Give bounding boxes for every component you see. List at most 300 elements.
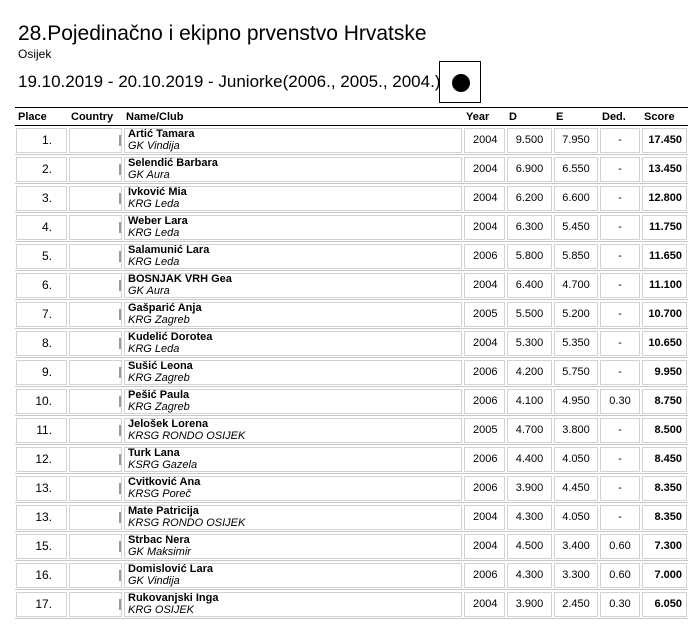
name-club-cell: [124, 273, 462, 298]
year-value: 2005: [473, 308, 498, 320]
name-club-cell: [124, 331, 462, 356]
name-club-cell: [124, 505, 462, 530]
d-score-cell: [507, 505, 552, 530]
total-score-value: 11.650: [648, 250, 682, 262]
e-score-cell: [554, 447, 598, 472]
year-value: 2006: [473, 453, 498, 465]
d-score-value: 3.900: [515, 598, 544, 610]
total-score-value: 8.450: [654, 453, 682, 465]
place-cell: [16, 186, 67, 211]
table-row: [15, 242, 688, 271]
place-cell: [16, 128, 67, 153]
place-value: 6.: [41, 278, 52, 292]
deduction-cell: [600, 128, 640, 153]
e-score-cell: [554, 186, 598, 211]
deduction-cell: [600, 592, 640, 617]
table-row: [15, 387, 688, 416]
total-score-cell: [642, 128, 687, 153]
club-name: KRG Leda: [128, 256, 180, 268]
col-header-e: E: [553, 108, 599, 126]
deduction-cell: [600, 563, 640, 588]
athlete-name: Artić Tamara: [128, 128, 195, 140]
place-value: 4.: [41, 220, 52, 234]
club-name: KRG Zagreb: [128, 401, 190, 413]
total-score-cell: [642, 331, 687, 356]
e-score-value: 5.850: [562, 250, 590, 262]
athlete-name: Weber Lara: [128, 215, 188, 227]
apparatus-box: [439, 61, 481, 103]
place-value: 8.: [41, 336, 52, 350]
athlete-name: Štrbac Nera: [128, 534, 190, 546]
croatia-flag-icon: [119, 280, 121, 291]
year-value: 2006: [473, 366, 498, 378]
e-score-value: 3.400: [562, 540, 590, 552]
e-score-cell: [554, 215, 598, 240]
club-name: KRG Leda: [128, 227, 180, 239]
place-cell: [16, 302, 67, 327]
place-cell: [16, 592, 67, 617]
deduction-value: -: [618, 424, 622, 436]
deduction-cell: [600, 186, 640, 211]
place-value: 15.: [35, 539, 52, 553]
country-cell: [69, 244, 122, 269]
e-score-value: 7.950: [562, 134, 590, 146]
d-score-cell: [507, 563, 552, 588]
croatia-flag-icon: [119, 599, 121, 610]
deduction-cell: [600, 418, 640, 443]
club-name: KSRG Gazela: [128, 459, 198, 471]
e-score-cell: [554, 592, 598, 617]
place-cell: [16, 244, 67, 269]
d-score-cell: [507, 592, 552, 617]
d-score-cell: [507, 447, 552, 472]
table-row: [15, 155, 688, 184]
e-score-value: 5.200: [562, 308, 590, 320]
table-row: [15, 590, 688, 619]
d-score-value: 6.900: [515, 163, 544, 175]
total-score-value: 17.450: [648, 134, 682, 146]
deduction-value: -: [618, 192, 622, 204]
total-score-cell: [642, 273, 687, 298]
place-cell: [16, 389, 67, 414]
place-cell: [16, 447, 67, 472]
place-cell: [16, 563, 67, 588]
place-value: 17.: [35, 597, 52, 611]
d-score-value: 4.300: [515, 511, 544, 523]
croatia-flag-icon: [119, 251, 121, 262]
year-value: 2004: [473, 279, 498, 291]
name-club-cell: [124, 418, 462, 443]
athlete-name: Gašparić Anja: [128, 302, 202, 314]
venue-label: Osijek: [18, 47, 52, 61]
year-value: 2004: [473, 598, 498, 610]
name-club-cell: [124, 128, 462, 153]
year-cell: [464, 389, 505, 414]
place-value: 12.: [35, 452, 52, 466]
place-value: 7.: [41, 307, 52, 321]
croatia-flag-icon: [119, 570, 121, 581]
name-club-cell: [124, 302, 462, 327]
name-club-cell: [124, 476, 462, 501]
country-cell: [69, 505, 122, 530]
athlete-name: Rukovanjski Inga: [128, 592, 219, 604]
name-club-cell: [124, 157, 462, 182]
e-score-value: 5.750: [562, 366, 590, 378]
athlete-name: Kudelić Dorotea: [128, 331, 213, 343]
d-score-cell: [507, 302, 552, 327]
country-cell: [69, 186, 122, 211]
name-club-cell: [124, 215, 462, 240]
name-club-cell: [124, 592, 462, 617]
year-cell: [464, 273, 505, 298]
e-score-cell: [554, 157, 598, 182]
d-score-cell: [507, 128, 552, 153]
table-row: [15, 474, 688, 503]
club-name: KRG Zagreb: [128, 314, 190, 326]
deduction-value: 0.30: [609, 395, 631, 407]
year-cell: [464, 447, 505, 472]
year-cell: [464, 186, 505, 211]
name-club-cell: [124, 360, 462, 385]
name-club-cell: [124, 186, 462, 211]
place-value: 13.: [35, 510, 52, 524]
country-cell: [69, 302, 122, 327]
place-value: 16.: [35, 568, 52, 582]
table-row: [15, 184, 688, 213]
country-cell: [69, 447, 122, 472]
name-club-cell: [124, 447, 462, 472]
total-score-cell: [642, 563, 687, 588]
e-score-cell: [554, 505, 598, 530]
deduction-value: 0.60: [609, 540, 631, 552]
total-score-cell: [642, 418, 687, 443]
total-score-cell: [642, 476, 687, 501]
total-score-value: 11.750: [648, 221, 682, 233]
page-title: 28.Pojedinačno i ekipno prvenstvo Hrvatske: [18, 22, 427, 45]
athlete-name: BOSNJAK VRH Gea: [128, 273, 232, 285]
year-value: 2004: [473, 163, 498, 175]
total-score-value: 8.500: [654, 424, 682, 436]
e-score-cell: [554, 244, 598, 269]
deduction-value: -: [618, 366, 622, 378]
total-score-value: 7.300: [654, 540, 682, 552]
deduction-value: 0.30: [609, 598, 631, 610]
croatia-flag-icon: [119, 483, 121, 494]
e-score-cell: [554, 418, 598, 443]
deduction-cell: [600, 215, 640, 240]
club-name: KRSG Poreč: [128, 488, 191, 500]
country-cell: [69, 389, 122, 414]
year-cell: [464, 302, 505, 327]
total-score-cell: [642, 592, 687, 617]
year-value: 2006: [473, 482, 498, 494]
place-cell: [16, 476, 67, 501]
total-score-value: 8.750: [654, 395, 682, 407]
table-row: [15, 561, 688, 590]
deduction-value: -: [618, 163, 622, 175]
total-score-value: 8.350: [654, 511, 682, 523]
e-score-value: 5.450: [562, 221, 590, 233]
croatia-flag-icon: [119, 367, 121, 378]
club-name: KRSG RONDO OSIJEK: [128, 517, 246, 529]
d-score-cell: [507, 273, 552, 298]
e-score-value: 4.450: [562, 482, 590, 494]
club-name: GK Aura: [128, 285, 170, 297]
d-score-value: 6.400: [515, 279, 544, 291]
country-cell: [69, 592, 122, 617]
croatia-flag-icon: [119, 512, 121, 523]
name-club-cell: [124, 563, 462, 588]
club-name: KRSG RONDO OSIJEK: [128, 430, 246, 442]
year-value: 2004: [473, 511, 498, 523]
table-row: [15, 213, 688, 242]
deduction-value: -: [618, 453, 622, 465]
year-value: 2004: [473, 540, 498, 552]
country-cell: [69, 273, 122, 298]
croatia-flag-icon: [119, 309, 121, 320]
year-cell: [464, 244, 505, 269]
deduction-cell: [600, 302, 640, 327]
year-cell: [464, 215, 505, 240]
e-score-value: 3.300: [562, 569, 590, 581]
d-score-value: 9.500: [515, 134, 544, 146]
e-score-cell: [554, 563, 598, 588]
deduction-value: -: [618, 511, 622, 523]
total-score-value: 10.650: [648, 337, 682, 349]
year-cell: [464, 360, 505, 385]
deduction-value: -: [618, 250, 622, 262]
total-score-cell: [642, 505, 687, 530]
year-value: 2004: [473, 192, 498, 204]
d-score-value: 6.200: [515, 192, 544, 204]
athlete-name: Domislović Lara: [128, 563, 213, 575]
athlete-name: Jelošek Lorena: [128, 418, 209, 430]
athlete-name: Pešić Paula: [128, 389, 190, 401]
date-category-line: 19.10.2019 - 20.10.2019 - Juniorke(2006., 2005., 2004.): [18, 72, 441, 91]
year-value: 2005: [473, 424, 498, 436]
croatia-flag-icon: [119, 135, 121, 146]
deduction-value: -: [618, 279, 622, 291]
year-value: 2004: [473, 337, 498, 349]
place-cell: [16, 360, 67, 385]
table-row: [15, 126, 688, 155]
d-score-value: 5.500: [515, 308, 544, 320]
club-name: KRG OSIJEK: [128, 604, 195, 616]
e-score-value: 4.950: [562, 395, 590, 407]
e-score-value: 5.350: [562, 337, 590, 349]
e-score-value: 3.800: [562, 424, 590, 436]
year-cell: [464, 128, 505, 153]
d-score-value: 4.100: [515, 395, 544, 407]
total-score-cell: [642, 302, 687, 327]
athlete-name: Mate Patricija: [128, 505, 199, 517]
club-name: KRG Leda: [128, 198, 180, 210]
total-score-cell: [642, 215, 687, 240]
year-cell: [464, 563, 505, 588]
e-score-cell: [554, 273, 598, 298]
total-score-cell: [642, 447, 687, 472]
country-cell: [69, 360, 122, 385]
club-name: KRG Leda: [128, 343, 180, 355]
deduction-cell: [600, 534, 640, 559]
year-cell: [464, 592, 505, 617]
table-row: [15, 416, 688, 445]
year-value: 2006: [473, 395, 498, 407]
year-value: 2006: [473, 250, 498, 262]
deduction-cell: [600, 360, 640, 385]
athlete-name: Šelendić Barbara: [128, 157, 218, 169]
total-score-cell: [642, 534, 687, 559]
e-score-cell: [554, 476, 598, 501]
year-value: 2004: [473, 221, 498, 233]
deduction-cell: [600, 157, 640, 182]
year-cell: [464, 505, 505, 530]
total-score-cell: [642, 360, 687, 385]
d-score-cell: [507, 418, 552, 443]
deduction-cell: [600, 447, 640, 472]
deduction-value: -: [618, 221, 622, 233]
deduction-value: -: [618, 134, 622, 146]
croatia-flag-icon: [119, 193, 121, 204]
col-header-d: D: [506, 108, 553, 126]
d-score-value: 4.500: [515, 540, 544, 552]
e-score-cell: [554, 128, 598, 153]
place-value: 3.: [41, 191, 52, 205]
total-score-value: 8.350: [654, 482, 682, 494]
d-score-cell: [507, 331, 552, 356]
d-score-value: 6.300: [515, 221, 544, 233]
place-value: 5.: [41, 249, 52, 263]
country-cell: [69, 476, 122, 501]
e-score-cell: [554, 389, 598, 414]
d-score-value: 5.300: [515, 337, 544, 349]
table-header-row: [15, 108, 688, 126]
athlete-name: Turk Lana: [128, 447, 180, 459]
deduction-value: -: [618, 337, 622, 349]
e-score-cell: [554, 331, 598, 356]
place-cell: [16, 157, 67, 182]
place-cell: [16, 534, 67, 559]
year-cell: [464, 157, 505, 182]
place-value: 1.: [41, 133, 52, 147]
d-score-value: 4.300: [515, 569, 544, 581]
table-row: [15, 358, 688, 387]
d-score-value: 4.400: [515, 453, 544, 465]
total-score-value: 13.450: [648, 163, 682, 175]
name-club-cell: [124, 389, 462, 414]
e-score-value: 4.700: [562, 279, 590, 291]
e-score-value: 4.050: [562, 453, 590, 465]
place-cell: [16, 215, 67, 240]
country-cell: [69, 215, 122, 240]
e-score-cell: [554, 534, 598, 559]
ball-icon: [452, 74, 470, 92]
d-score-cell: [507, 186, 552, 211]
country-cell: [69, 563, 122, 588]
table-row: [15, 300, 688, 329]
e-score-value: 4.050: [562, 511, 590, 523]
club-name: GK Vindija: [128, 140, 180, 152]
deduction-value: -: [618, 308, 622, 320]
croatia-flag-icon: [119, 338, 121, 349]
year-value: 2004: [473, 134, 498, 146]
total-score-value: 12.800: [648, 192, 682, 204]
croatia-flag-icon: [119, 396, 121, 407]
table-row: [15, 503, 688, 532]
club-name: GK Maksimir: [128, 546, 191, 558]
deduction-value: -: [618, 482, 622, 494]
table-row: [15, 271, 688, 300]
col-header-country: Country: [68, 108, 123, 126]
place-value: 11.: [36, 423, 52, 437]
d-score-cell: [507, 534, 552, 559]
e-score-value: 6.600: [562, 192, 590, 204]
d-score-cell: [507, 476, 552, 501]
year-cell: [464, 534, 505, 559]
athlete-name: Šušić Leona: [128, 360, 193, 372]
e-score-cell: [554, 360, 598, 385]
col-header-year: Year: [463, 108, 506, 126]
deduction-cell: [600, 505, 640, 530]
club-name: GK Vindija: [128, 575, 180, 587]
d-score-value: 4.200: [515, 366, 544, 378]
d-score-value: 5.800: [515, 250, 544, 262]
deduction-cell: [600, 476, 640, 501]
table-row: [15, 532, 688, 561]
place-cell: [16, 505, 67, 530]
results-body: [15, 126, 688, 619]
club-name: GK Aura: [128, 169, 170, 181]
total-score-value: 11.100: [648, 279, 682, 291]
athlete-name: Salamunić Lara: [128, 244, 210, 256]
croatia-flag-icon: [119, 164, 121, 175]
d-score-value: 3.900: [515, 482, 544, 494]
place-cell: [16, 418, 67, 443]
total-score-value: 7.000: [654, 569, 682, 581]
country-cell: [69, 534, 122, 559]
country-cell: [69, 157, 122, 182]
e-score-value: 2.450: [562, 598, 590, 610]
total-score-value: 10.700: [648, 308, 682, 320]
deduction-cell: [600, 389, 640, 414]
year-cell: [464, 331, 505, 356]
d-score-value: 4.700: [515, 424, 544, 436]
deduction-value: 0.60: [609, 569, 631, 581]
athlete-name: Cvitković Ana: [128, 476, 201, 488]
deduction-cell: [600, 244, 640, 269]
col-header-score: Score: [641, 108, 688, 126]
place-cell: [16, 331, 67, 356]
year-value: 2006: [473, 569, 498, 581]
total-score-cell: [642, 389, 687, 414]
col-header-ded: Ded.: [599, 108, 641, 126]
country-cell: [69, 331, 122, 356]
name-club-cell: [124, 244, 462, 269]
e-score-value: 6.550: [562, 163, 590, 175]
total-score-cell: [642, 157, 687, 182]
croatia-flag-icon: [119, 454, 121, 465]
athlete-name: Ivković Mia: [128, 186, 187, 198]
d-score-cell: [507, 360, 552, 385]
deduction-cell: [600, 273, 640, 298]
results-table: [15, 107, 688, 619]
place-cell: [16, 273, 67, 298]
croatia-flag-icon: [119, 541, 121, 552]
place-value: 10.: [35, 394, 52, 408]
country-cell: [69, 418, 122, 443]
year-cell: [464, 476, 505, 501]
e-score-cell: [554, 302, 598, 327]
